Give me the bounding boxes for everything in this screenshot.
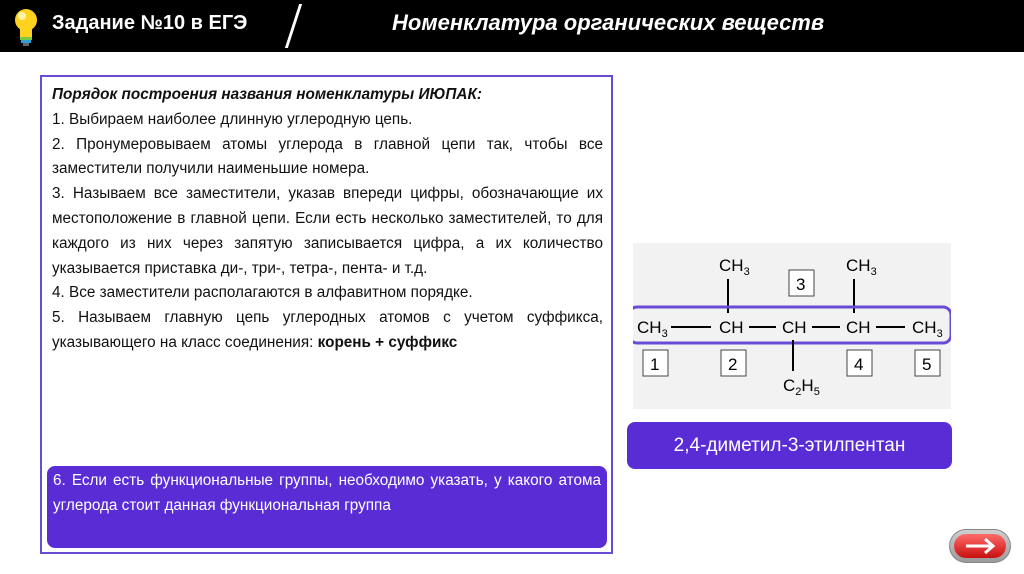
compound-name: 2,4-диметил-3-этилпентан xyxy=(627,422,952,469)
rule-step-5 xyxy=(52,306,603,356)
number-3: 3 xyxy=(796,275,806,294)
rules-heading: Порядок построения названия номенклатуры ИЮПАК: xyxy=(52,86,482,103)
lightbulb-icon xyxy=(8,4,44,48)
number-1: 1 xyxy=(650,355,660,374)
top-group-left: $CH_3$ xyxy=(719,256,750,278)
number-5: 5 xyxy=(922,355,932,374)
bottom-group: $C_2H_5$ xyxy=(783,376,820,398)
rule-step-5-text: 5. Называем главную цепь углеродных атомов с учетом суффикса, указывающего на класс соединения: xyxy=(52,309,603,351)
next-slide-button[interactable] xyxy=(949,529,1011,563)
chain-atom-2: CH xyxy=(719,318,744,337)
rule-step-1: 1. Выбираем наиболее длинную углеродную цепь. xyxy=(52,110,413,128)
structural-formula-panel xyxy=(633,243,951,409)
arrow-right-icon xyxy=(954,534,1006,558)
top-group-right: $CH_3$ xyxy=(846,256,877,278)
chain-atom-3: CH xyxy=(782,318,807,337)
rule-step-2: 2. Пронумеровываем атомы углерода в главной цепи так, чтобы все заместители получили наименьшие номера. xyxy=(52,135,603,178)
number-2: 2 xyxy=(728,355,738,374)
iupac-rules-box xyxy=(40,75,613,554)
task-title: Задание №10 в ЕГЭ xyxy=(52,12,248,34)
slide-header xyxy=(0,0,1024,52)
structural-formula xyxy=(633,243,951,409)
chain-atom-1: $CH_3$ xyxy=(637,318,668,340)
rule-step-6-highlight: 6. Если есть функциональные группы, необходимо указать, у какого атома углерода стоит данная функциональная группа xyxy=(47,466,607,548)
rule-step-4: 4. Все заместители располагаются в алфавитном порядке. xyxy=(52,284,473,302)
chain-atom-4: CH xyxy=(846,318,871,337)
rules-text xyxy=(52,83,603,356)
number-4: 4 xyxy=(854,355,864,374)
header-divider xyxy=(285,4,302,48)
next-slide-button-face[interactable] xyxy=(954,534,1006,558)
topic-title: Номенклатура органических веществ xyxy=(392,10,825,35)
rule-step-3: 3. Называем все заместители, указав впереди цифры, обозначающие их местоположение в главной цепи. Если есть несколько заместителей, то для каждого из них через запятую записывается цифра, а их количество указывается приставка ди-, три-, тетра-, пента- и т.д. xyxy=(52,185,603,277)
rule-step-5-bold: корень + суффикс xyxy=(317,333,458,351)
chain-atom-5: $CH_3$ xyxy=(912,318,943,340)
